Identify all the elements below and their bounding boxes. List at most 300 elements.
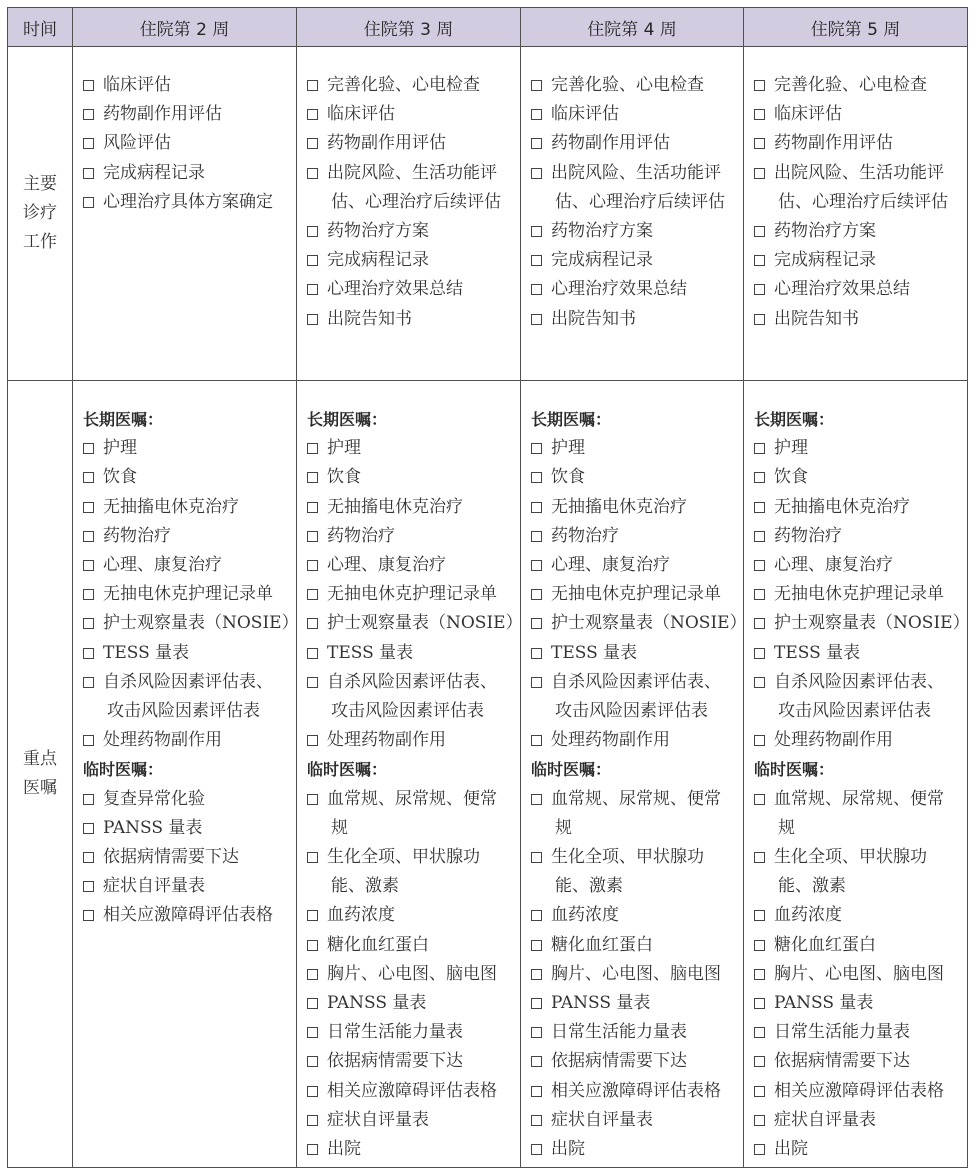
checkbox-icon[interactable]	[754, 1144, 765, 1155]
checkbox-icon[interactable]	[83, 560, 94, 571]
checklist-item[interactable]	[83, 463, 288, 492]
checkbox-icon[interactable]	[754, 443, 765, 454]
clinical-pathway-table	[7, 7, 970, 1168]
checkbox-icon[interactable]	[83, 794, 94, 805]
header-week-2: 住院第 2 周	[73, 8, 297, 47]
checklist-item[interactable]	[307, 901, 512, 930]
checklist-item-text: 饮食	[327, 467, 361, 488]
checklist-item-text: 出院	[774, 1139, 808, 1160]
checkbox-icon[interactable]	[83, 735, 94, 746]
checklist-item[interactable]	[531, 785, 735, 814]
checklist-item[interactable]	[83, 434, 288, 463]
checklist-item-text: 糖化血红蛋白	[327, 934, 429, 955]
checkbox-icon[interactable]	[307, 502, 318, 513]
checkbox-icon[interactable]	[531, 284, 542, 295]
checklist-item[interactable]	[754, 726, 959, 755]
checklist-item-text: 出院风险、生活功能评	[551, 162, 721, 183]
checklist-item[interactable]	[83, 551, 288, 580]
header-row	[8, 8, 968, 47]
checkbox-icon[interactable]	[754, 910, 765, 921]
checkbox-icon[interactable]	[531, 531, 542, 542]
checklist-item-text: 风险评估	[103, 133, 171, 154]
checklist-item-text: 胸片、心电图、脑电图	[327, 963, 497, 984]
checklist-item-text: 自杀风险因素评估表、	[774, 671, 944, 692]
checklist-item-text: 出院风险、生活功能评	[327, 162, 497, 183]
checklist-item-text: 自杀风险因素评估表、	[551, 671, 721, 692]
checkbox-icon[interactable]	[531, 589, 542, 600]
checklist-item-text: 心理、康复治疗	[551, 555, 670, 576]
checkbox-icon[interactable]	[531, 998, 542, 1009]
checkbox-icon[interactable]	[754, 472, 765, 483]
checklist-item	[754, 188, 959, 217]
checklist-item[interactable]	[531, 1135, 735, 1164]
checklist-item[interactable]	[754, 551, 959, 580]
checklist-item-text: 规	[331, 817, 348, 838]
checkbox-icon[interactable]	[754, 502, 765, 513]
checkbox-icon[interactable]	[83, 910, 94, 921]
checkbox-icon[interactable]	[531, 910, 542, 921]
checklist-item[interactable]	[307, 931, 512, 960]
checkbox-icon[interactable]	[83, 823, 94, 834]
checklist-item[interactable]	[754, 305, 959, 334]
checklist-item[interactable]	[531, 551, 735, 580]
checklist-item-text: 心理、康复治疗	[327, 555, 446, 576]
checklist-item[interactable]	[307, 639, 512, 668]
checklist-item-text: 血药浓度	[774, 905, 842, 926]
checklist-item[interactable]	[83, 493, 288, 522]
checklist-item[interactable]	[754, 609, 970, 638]
checklist-item[interactable]	[307, 159, 512, 188]
checkbox-icon[interactable]	[531, 1027, 542, 1038]
checklist-item[interactable]	[754, 1047, 959, 1076]
checkbox-icon[interactable]	[83, 852, 94, 863]
checklist-item-text: 出院	[551, 1139, 585, 1160]
checklist-item-text: 生化全项、甲状腺功	[774, 847, 927, 868]
checklist-item[interactable]	[531, 305, 735, 334]
checklist-item[interactable]	[307, 843, 512, 872]
checklist-item-text: 生化全项、甲状腺功	[327, 847, 480, 868]
checklist-item-text: PANSS 量表	[551, 993, 651, 1014]
cell-key-orders-week-2	[73, 381, 297, 1168]
checkbox-icon[interactable]	[83, 472, 94, 483]
checklist-item[interactable]	[307, 217, 512, 246]
checkbox-icon[interactable]	[83, 443, 94, 454]
checklist-item[interactable]	[307, 493, 512, 522]
checkbox-icon[interactable]	[307, 138, 318, 149]
checkbox-icon[interactable]	[307, 1086, 318, 1097]
checklist-item-text: 药物副作用评估	[103, 104, 222, 125]
checklist-item[interactable]	[754, 493, 959, 522]
checkbox-icon[interactable]	[754, 794, 765, 805]
checklist-item[interactable]	[531, 901, 735, 930]
checkbox-icon[interactable]	[83, 648, 94, 659]
checklist-item[interactable]	[531, 843, 735, 872]
checkbox-icon[interactable]	[754, 648, 765, 659]
checklist-item[interactable]	[531, 609, 747, 638]
checklist-item-text: 攻击风险因素评估表	[555, 701, 708, 722]
checklist-item-text: 血常规、尿常规、便常	[551, 788, 721, 809]
header-week-3: 住院第 3 周	[297, 8, 521, 47]
checklist-item[interactable]	[83, 785, 288, 814]
checklist-item-text: 完成病程记录	[327, 250, 429, 271]
checkbox-icon[interactable]	[754, 560, 765, 571]
checklist-item[interactable]	[83, 668, 288, 697]
checkbox-icon[interactable]	[307, 1056, 318, 1067]
checklist-item-text: 日常生活能力量表	[327, 1022, 463, 1043]
checklist-item[interactable]	[754, 217, 959, 246]
checklist-item[interactable]	[754, 931, 959, 960]
checklist-item-text: 自杀风险因素评估表、	[103, 671, 273, 692]
checklist-item[interactable]	[531, 159, 735, 188]
checklist-item[interactable]	[307, 1077, 512, 1106]
checkbox-icon[interactable]	[531, 255, 542, 266]
checklist-item	[754, 872, 959, 901]
checklist-item[interactable]	[531, 960, 735, 989]
checklist-item[interactable]	[83, 188, 288, 217]
checklist-item[interactable]	[83, 843, 288, 872]
checkbox-icon[interactable]	[83, 138, 94, 149]
checklist-item[interactable]	[754, 989, 959, 1018]
checklist-item[interactable]	[754, 275, 959, 304]
checkbox-icon[interactable]	[754, 969, 765, 980]
checkbox-icon[interactable]	[531, 80, 542, 91]
cell-main-work-week-2	[73, 47, 297, 381]
checkbox-icon[interactable]	[531, 940, 542, 951]
checkbox-icon[interactable]	[307, 1144, 318, 1155]
checklist-item[interactable]	[531, 522, 735, 551]
checkbox-icon[interactable]	[754, 80, 765, 91]
checkbox-icon[interactable]	[307, 794, 318, 805]
checkbox-icon[interactable]	[754, 226, 765, 237]
checklist-item-text: 无抽电休克护理记录单	[327, 584, 497, 605]
checklist-item-text: PANSS 量表	[103, 817, 203, 838]
checklist-item[interactable]	[83, 522, 288, 551]
checklist-item[interactable]	[531, 246, 735, 275]
checklist-item-text: 完成病程记录	[103, 162, 205, 183]
checklist-item[interactable]	[83, 726, 288, 755]
checklist-item-text: 护理	[327, 438, 361, 459]
checkbox-icon[interactable]	[307, 969, 318, 980]
checkbox-icon[interactable]	[754, 618, 765, 629]
checklist-item-text: TESS 量表	[327, 642, 414, 663]
checkbox-icon[interactable]	[307, 560, 318, 571]
checkbox-icon[interactable]	[307, 1115, 318, 1126]
checkbox-icon[interactable]	[307, 910, 318, 921]
checklist-item[interactable]	[754, 668, 959, 697]
checklist-item-text: TESS 量表	[103, 642, 190, 663]
checkbox-icon[interactable]	[307, 443, 318, 454]
row-main-work	[8, 47, 968, 381]
checklist-item[interactable]	[307, 71, 512, 100]
checkbox-icon[interactable]	[83, 531, 94, 542]
checkbox-icon[interactable]	[83, 589, 94, 600]
checklist-item[interactable]	[531, 931, 735, 960]
checkbox-icon[interactable]	[307, 168, 318, 179]
checklist-item[interactable]	[307, 1018, 512, 1047]
checkbox-icon[interactable]	[754, 138, 765, 149]
checkbox-icon[interactable]	[531, 1144, 542, 1155]
checkbox-icon[interactable]	[307, 618, 318, 629]
checkbox-icon[interactable]	[754, 314, 765, 325]
checklist-item[interactable]	[754, 129, 959, 158]
checklist-item[interactable]	[531, 1077, 735, 1106]
checklist-item-text: 护士观察量表（NOSIE）	[774, 613, 970, 634]
order-section-heading	[307, 405, 512, 434]
checklist-item[interactable]	[754, 246, 959, 275]
checkbox-icon[interactable]	[531, 443, 542, 454]
checklist-item-text: 心理治疗效果总结	[327, 279, 463, 300]
checkbox-icon[interactable]	[83, 197, 94, 208]
checkbox-icon[interactable]	[307, 735, 318, 746]
checklist-item[interactable]	[754, 100, 959, 129]
checklist-item[interactable]	[83, 872, 288, 901]
checkbox-icon[interactable]	[531, 226, 542, 237]
checklist-item-text: 药物治疗	[327, 525, 395, 546]
checklist-item-text: 临时医嘱：	[531, 760, 612, 780]
checklist-item-text: 无抽电休克护理记录单	[103, 584, 273, 605]
checklist-item-text: 护理	[103, 438, 137, 459]
checkbox-icon[interactable]	[754, 1027, 765, 1038]
checklist-item[interactable]	[531, 668, 735, 697]
checklist-item-text: 无抽搐电休克治疗	[551, 496, 687, 517]
checklist-item[interactable]	[754, 1018, 959, 1047]
checklist-item[interactable]	[83, 609, 299, 638]
checklist-item[interactable]	[307, 989, 512, 1018]
checkbox-icon[interactable]	[754, 168, 765, 179]
checklist-item-text: 药物治疗方案	[327, 221, 429, 242]
checklist-item[interactable]	[307, 1135, 512, 1164]
checkbox-icon[interactable]	[307, 80, 318, 91]
checklist-item[interactable]	[754, 901, 959, 930]
checklist-item-text: 估、心理治疗后续评估	[778, 191, 948, 212]
checkbox-icon[interactable]	[531, 618, 542, 629]
checklist-item[interactable]	[531, 434, 735, 463]
checklist-item[interactable]	[307, 463, 512, 492]
checklist-item[interactable]	[307, 129, 512, 158]
checkbox-icon[interactable]	[83, 168, 94, 179]
checklist-item[interactable]	[83, 129, 288, 158]
checkbox-icon[interactable]	[754, 109, 765, 120]
checklist-item-text: 能、激素	[778, 876, 846, 897]
checkbox-icon[interactable]	[754, 255, 765, 266]
checkbox-icon[interactable]	[83, 109, 94, 120]
checkbox-icon[interactable]	[531, 1086, 542, 1097]
checklist-item[interactable]	[754, 1135, 959, 1164]
checkbox-icon[interactable]	[531, 648, 542, 659]
checkbox-icon[interactable]	[307, 226, 318, 237]
checklist-item[interactable]	[307, 551, 512, 580]
checklist-item[interactable]	[754, 1077, 959, 1106]
checklist-item-text: 血常规、尿常规、便常	[327, 788, 497, 809]
checklist-item[interactable]	[754, 71, 959, 100]
checkbox-icon[interactable]	[531, 502, 542, 513]
checklist-item[interactable]	[531, 275, 735, 304]
checklist-item[interactable]	[531, 726, 735, 755]
checklist-item[interactable]	[531, 1106, 735, 1135]
checkbox-icon[interactable]	[531, 472, 542, 483]
checklist-item-text: 攻击风险因素评估表	[331, 701, 484, 722]
checklist-item[interactable]	[307, 522, 512, 551]
checkbox-icon[interactable]	[307, 255, 318, 266]
checkbox-icon[interactable]	[83, 502, 94, 513]
checkbox-icon[interactable]	[754, 1056, 765, 1067]
checklist-item-text: 相关应激障碍评估表格	[551, 1080, 721, 1101]
checkbox-icon[interactable]	[754, 940, 765, 951]
checklist-item[interactable]	[307, 668, 512, 697]
checklist-item-text: 生化全项、甲状腺功	[551, 847, 704, 868]
checklist-item-text: 估、心理治疗后续评估	[331, 191, 501, 212]
checklist-item[interactable]	[307, 580, 512, 609]
checkbox-icon[interactable]	[307, 940, 318, 951]
checkbox-icon[interactable]	[531, 138, 542, 149]
checklist-item-text: 自杀风险因素评估表、	[327, 671, 497, 692]
checklist-item[interactable]	[531, 217, 735, 246]
checkbox-icon[interactable]	[307, 648, 318, 659]
checklist-item-text: 日常生活能力量表	[551, 1022, 687, 1043]
checkbox-icon[interactable]	[83, 80, 94, 91]
checklist-item[interactable]	[531, 129, 735, 158]
checklist-item-text: 临床评估	[103, 75, 171, 95]
checklist-item[interactable]	[83, 100, 288, 129]
checkbox-icon[interactable]	[307, 531, 318, 542]
checkbox-icon[interactable]	[531, 1115, 542, 1126]
checklist-item[interactable]	[83, 901, 288, 930]
pathway-grid	[7, 7, 968, 1168]
checkbox-icon[interactable]	[531, 735, 542, 746]
cell-main-work-week-5	[744, 47, 968, 381]
checklist-item[interactable]	[83, 814, 288, 843]
checklist-item-text: 症状自评量表	[103, 876, 205, 897]
cell-key-orders-week-4	[521, 381, 747, 1168]
checklist-item	[531, 814, 735, 843]
row-label-line: 医嘱	[23, 778, 57, 798]
checklist-item[interactable]	[531, 71, 735, 100]
checkbox-icon[interactable]	[754, 1115, 765, 1126]
checklist-item[interactable]	[754, 463, 959, 492]
checklist-item-text: 出院告知书	[774, 308, 859, 329]
checkbox-icon[interactable]	[754, 735, 765, 746]
checklist-item-text: 依据病情需要下达	[551, 1051, 687, 1072]
checklist-item[interactable]	[83, 580, 288, 609]
checkbox-icon[interactable]	[754, 1086, 765, 1097]
checklist-item[interactable]	[754, 785, 959, 814]
checklist-item[interactable]	[531, 580, 735, 609]
checkbox-icon[interactable]	[754, 589, 765, 600]
checkbox-icon[interactable]	[531, 168, 542, 179]
checklist-item[interactable]	[307, 960, 512, 989]
checklist-item-text: 无抽搐电休克治疗	[327, 496, 463, 517]
checklist-item[interactable]	[531, 1047, 735, 1076]
checkbox-icon[interactable]	[531, 1056, 542, 1067]
checklist-item	[307, 697, 512, 726]
cell-main-work-week-3	[297, 47, 521, 381]
checkbox-icon[interactable]	[83, 881, 94, 892]
checklist-item[interactable]	[531, 100, 735, 129]
checkbox-icon[interactable]	[307, 284, 318, 295]
checklist-item-text: 依据病情需要下达	[774, 1051, 910, 1072]
checklist-item[interactable]	[754, 843, 959, 872]
checkbox-icon[interactable]	[531, 969, 542, 980]
checklist-item[interactable]	[531, 1018, 735, 1047]
checkbox-icon[interactable]	[307, 998, 318, 1009]
checklist-item-text: 临床评估	[327, 104, 395, 125]
checklist-item[interactable]	[754, 639, 959, 668]
checklist-item[interactable]	[754, 960, 959, 989]
checklist-item-text: 临床评估	[774, 104, 842, 125]
checkbox-icon[interactable]	[531, 109, 542, 120]
checklist-item	[531, 872, 735, 901]
checklist-item[interactable]	[754, 580, 959, 609]
row-label-line: 诊疗	[23, 203, 57, 223]
checklist-item[interactable]	[307, 434, 512, 463]
checkbox-icon[interactable]	[83, 618, 94, 629]
checkbox-icon[interactable]	[531, 560, 542, 571]
checkbox-icon[interactable]	[754, 284, 765, 295]
checklist-item[interactable]	[754, 522, 959, 551]
checkbox-icon[interactable]	[531, 794, 542, 805]
checklist-item[interactable]	[307, 785, 512, 814]
checklist-item[interactable]	[307, 305, 512, 334]
checklist-item-text: 心理治疗效果总结	[551, 279, 687, 300]
checklist-item-text: 血药浓度	[551, 905, 619, 926]
checklist-item[interactable]	[83, 159, 288, 188]
checklist-item[interactable]	[307, 726, 512, 755]
checkbox-icon[interactable]	[307, 472, 318, 483]
checklist-item[interactable]	[307, 246, 512, 275]
checkbox-icon[interactable]	[83, 677, 94, 688]
checklist-item[interactable]	[531, 989, 735, 1018]
checklist-item[interactable]	[754, 434, 959, 463]
checklist-item[interactable]	[83, 639, 288, 668]
checkbox-icon[interactable]	[307, 852, 318, 863]
checkbox-icon[interactable]	[754, 998, 765, 1009]
checkbox-icon[interactable]	[307, 314, 318, 325]
checkbox-icon[interactable]	[531, 852, 542, 863]
checkbox-icon[interactable]	[307, 1027, 318, 1038]
checklist-item-text: 药物治疗方案	[774, 221, 876, 242]
checklist-item[interactable]	[307, 1047, 512, 1076]
checklist-item-text: 心理治疗效果总结	[774, 279, 910, 300]
checklist-item[interactable]	[307, 1106, 512, 1135]
checklist-item-text: TESS 量表	[774, 642, 861, 663]
checklist-item[interactable]	[531, 493, 735, 522]
checkbox-icon[interactable]	[307, 677, 318, 688]
checklist-item[interactable]	[307, 609, 523, 638]
checklist-item-text: 长期医嘱：	[754, 410, 835, 429]
checkbox-icon[interactable]	[531, 677, 542, 688]
checklist-item[interactable]	[83, 71, 288, 100]
checkbox-icon[interactable]	[531, 314, 542, 325]
checklist-item[interactable]	[531, 639, 735, 668]
checklist-item	[531, 697, 735, 726]
checkbox-icon[interactable]	[754, 677, 765, 688]
checklist-item-text: 血药浓度	[327, 905, 395, 926]
checklist-item-text: 饮食	[774, 467, 808, 488]
checkbox-icon[interactable]	[754, 531, 765, 542]
checkbox-icon[interactable]	[307, 589, 318, 600]
checklist-item[interactable]	[754, 159, 959, 188]
checkbox-icon[interactable]	[754, 852, 765, 863]
checklist-item[interactable]	[307, 100, 512, 129]
checklist-item-text: PANSS 量表	[327, 993, 427, 1014]
checklist-item[interactable]	[531, 463, 735, 492]
checklist-item-text: 出院告知书	[327, 308, 412, 329]
checklist-item[interactable]	[754, 1106, 959, 1135]
checkbox-icon[interactable]	[307, 109, 318, 120]
checklist-item[interactable]	[307, 275, 512, 304]
checklist-item	[307, 188, 512, 217]
checklist-item-text: 相关应激障碍评估表格	[103, 905, 273, 926]
